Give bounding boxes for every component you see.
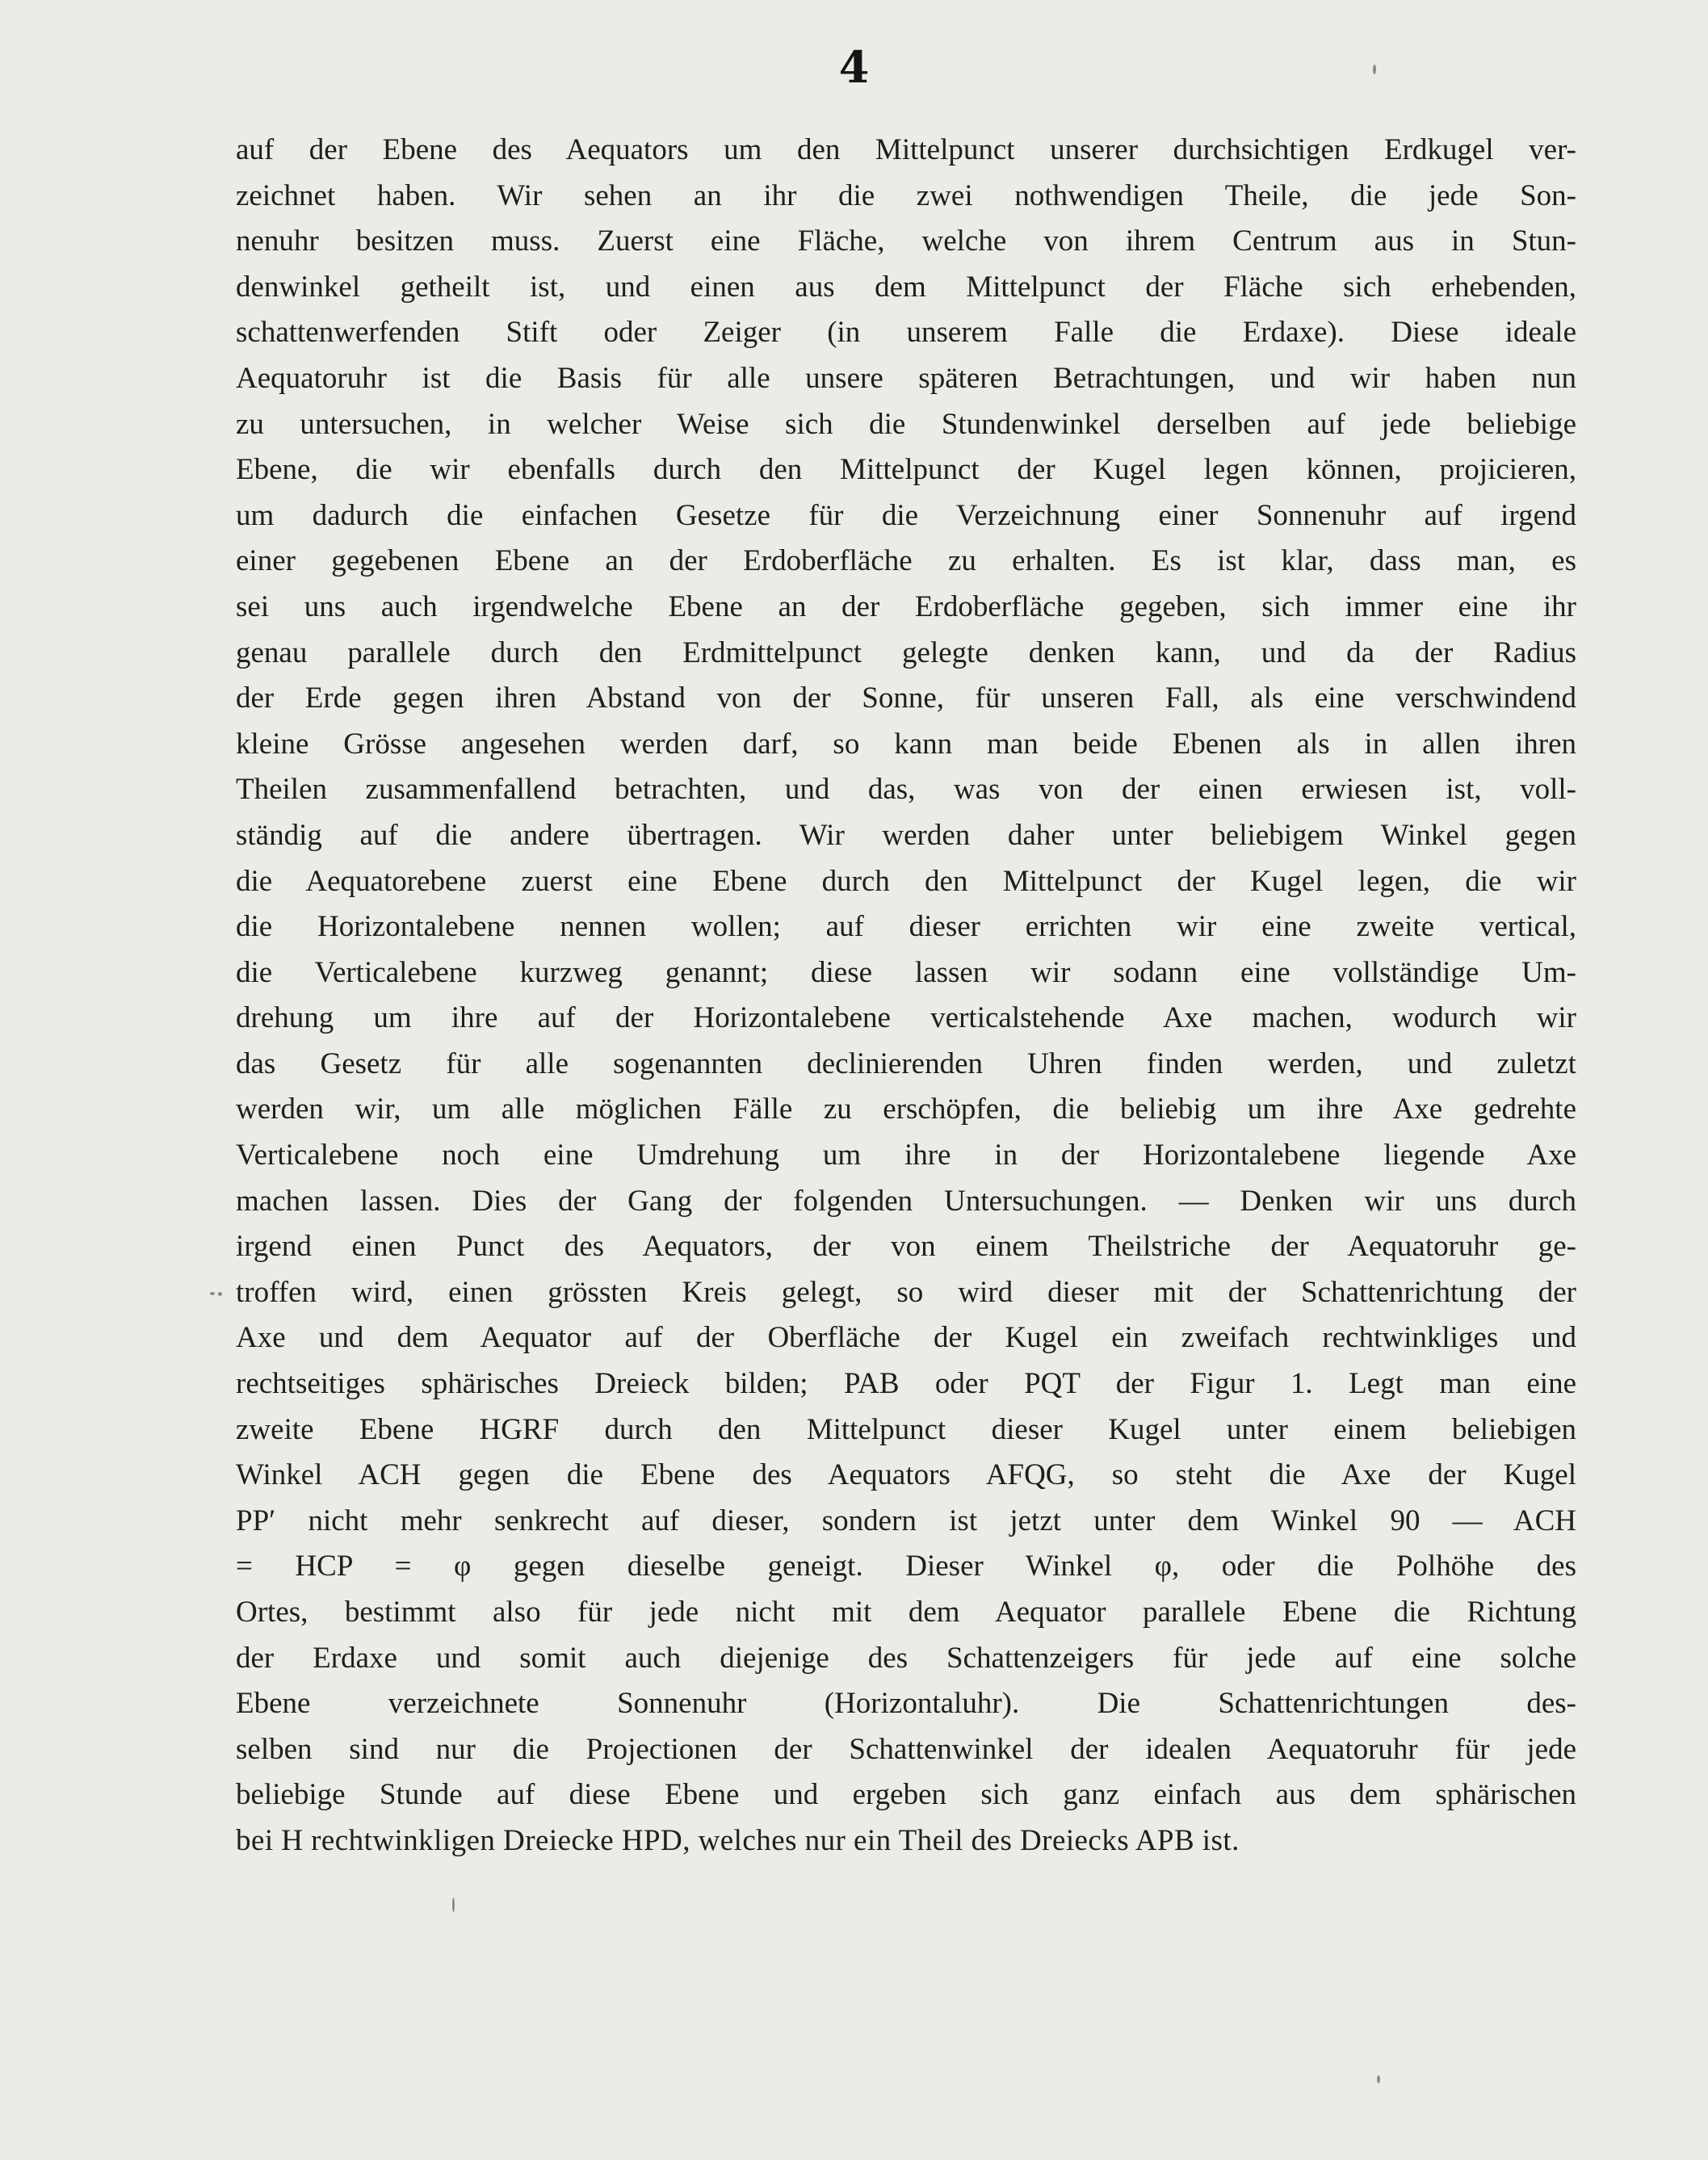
last-line-text: bei H rechtwinkligen Dreiecke HPD, welches nur ein Theil des Dreiecks APB ist.	[236, 1823, 1240, 1857]
paper-speck	[218, 1292, 222, 1296]
text-line: die Verticalebene kurzweg genannt; diese lassen wir sodann eine vollständige Um-	[236, 955, 1576, 989]
text-line: zu untersuchen, in welcher Weise sich die Stundenwinkel derselben auf jede beliebige	[236, 407, 1576, 441]
text-line: troffen wird, einen grössten Kreis gelegt, so wird dieser mit der Schattenrichtung der	[236, 1275, 1576, 1309]
text-line: zweite Ebene HGRF durch den Mittelpunct dieser Kugel unter einem beliebigen	[236, 1412, 1576, 1446]
text-line: der Erde gegen ihren Abstand von der Sonne, für unseren Fall, als eine verschwindend	[236, 682, 1576, 715]
text-line: Axe und dem Aequator auf der Oberfläche der Kugel ein zweifach rechtwinkliges und	[236, 1321, 1576, 1355]
text-line: die Horizontalebene nennen wollen; auf dieser errichten wir eine zweite vertical,	[236, 910, 1576, 944]
text-line: PP′ nicht mehr senkrecht auf dieser, sondern ist jetzt unter dem Winkel 90 — ACH	[236, 1504, 1576, 1537]
paper-speck	[1373, 65, 1376, 74]
text-line: Ebene verzeichnete Sonnenuhr (Horizontaluhr). Die Schattenrichtungen des-	[236, 1687, 1576, 1721]
text-line	[236, 1818, 1576, 1864]
text-line: ständig auf die andere übertragen. Wir werden daher unter beliebigem Winkel gegen	[236, 818, 1576, 852]
text-line: Theilen zusammenfallend betrachten, und das, was von der einen erwiesen ist, voll-	[236, 773, 1576, 807]
text-line: beliebige Stunde auf diese Ebene und ergeben sich ganz einfach aus dem sphärischen	[236, 1778, 1576, 1812]
text-line: kleine Grösse angesehen werden darf, so kann man beide Ebenen als in allen ihren	[236, 727, 1576, 761]
page-number: 4	[838, 41, 870, 93]
text-line: Aequatoruhr ist die Basis für alle unsere späteren Betrachtungen, und wir haben nun	[236, 361, 1576, 395]
paper-speck	[1377, 2075, 1380, 2083]
body-text	[236, 128, 1576, 1864]
text-line: auf der Ebene des Aequators um den Mittelpunct unserer durchsichtigen Erdkugel ver-	[236, 133, 1576, 166]
text-line: werden wir, um alle möglichen Fälle zu erschöpfen, die beliebig um ihre Axe gedrehte	[236, 1093, 1576, 1126]
text-line: die Aequatorebene zuerst eine Ebene durch den Mittelpunct der Kugel legen, die wir	[236, 864, 1576, 898]
text-line: Verticalebene noch eine Umdrehung um ihre in der Horizontalebene liegende Axe	[236, 1139, 1576, 1172]
text-line: irgend einen Punct des Aequators, der von einem Theilstriche der Aequatoruhr ge-	[236, 1230, 1576, 1264]
text-line: um dadurch die einfachen Gesetze für die Verzeichnung einer Sonnenuhr auf irgend	[236, 498, 1576, 532]
text-line: Ortes, bestimmt also für jede nicht mit dem Aequator parallele Ebene die Richtung	[236, 1596, 1576, 1629]
text-line: Ebene, die wir ebenfalls durch den Mittelpunct der Kugel legen können, projicieren,	[236, 453, 1576, 487]
text-line: = HCP = φ gegen dieselbe geneigt. Dieser Winkel φ, oder die Polhöhe des	[236, 1550, 1576, 1583]
text-line: nenuhr besitzen muss. Zuerst eine Fläche, welche von ihrem Centrum aus in Stun-	[236, 224, 1576, 258]
text-line: Winkel ACH gegen die Ebene des Aequators AFQG, so steht die Axe der Kugel	[236, 1458, 1576, 1492]
text-line: zeichnet haben. Wir sehen an ihr die zwei nothwendigen Theile, die jede Son-	[236, 178, 1576, 212]
text-line: einer gegebenen Ebene an der Erdoberfläche zu erhalten. Es ist klar, dass man, es	[236, 544, 1576, 578]
text-line: drehung um ihre auf der Horizontalebene verticalstehende Axe machen, wodurch wir	[236, 1001, 1576, 1035]
text-line: schattenwerfenden Stift oder Zeiger (in unserem Falle die Erdaxe). Diese ideale	[236, 316, 1576, 350]
paper-speck	[210, 1292, 215, 1295]
text-line: denwinkel getheilt ist, und einen aus dem Mittelpunct der Fläche sich erhebenden,	[236, 270, 1576, 304]
paper-speck	[452, 1898, 455, 1912]
text-line: machen lassen. Dies der Gang der folgenden Untersuchungen. — Denken wir uns durch	[236, 1184, 1576, 1218]
text-line: das Gesetz für alle sogenannten declinierenden Uhren finden werden, und zuletzt	[236, 1046, 1576, 1080]
text-line: der Erdaxe und somit auch diejenige des Schattenzeigers für jede auf eine solche	[236, 1641, 1576, 1675]
text-line: selben sind nur die Projectionen der Schattenwinkel der idealen Aequatoruhr für jede	[236, 1732, 1576, 1766]
text-line: genau parallele durch den Erdmittelpunct gelegte denken kann, und da der Radius	[236, 635, 1576, 669]
text-line: sei uns auch irgendwelche Ebene an der Erdoberfläche gegeben, sich immer eine ihr	[236, 589, 1576, 623]
text-line: rechtseitiges sphärisches Dreieck bilden; PAB oder PQT der Figur 1. Legt man eine	[236, 1367, 1576, 1401]
